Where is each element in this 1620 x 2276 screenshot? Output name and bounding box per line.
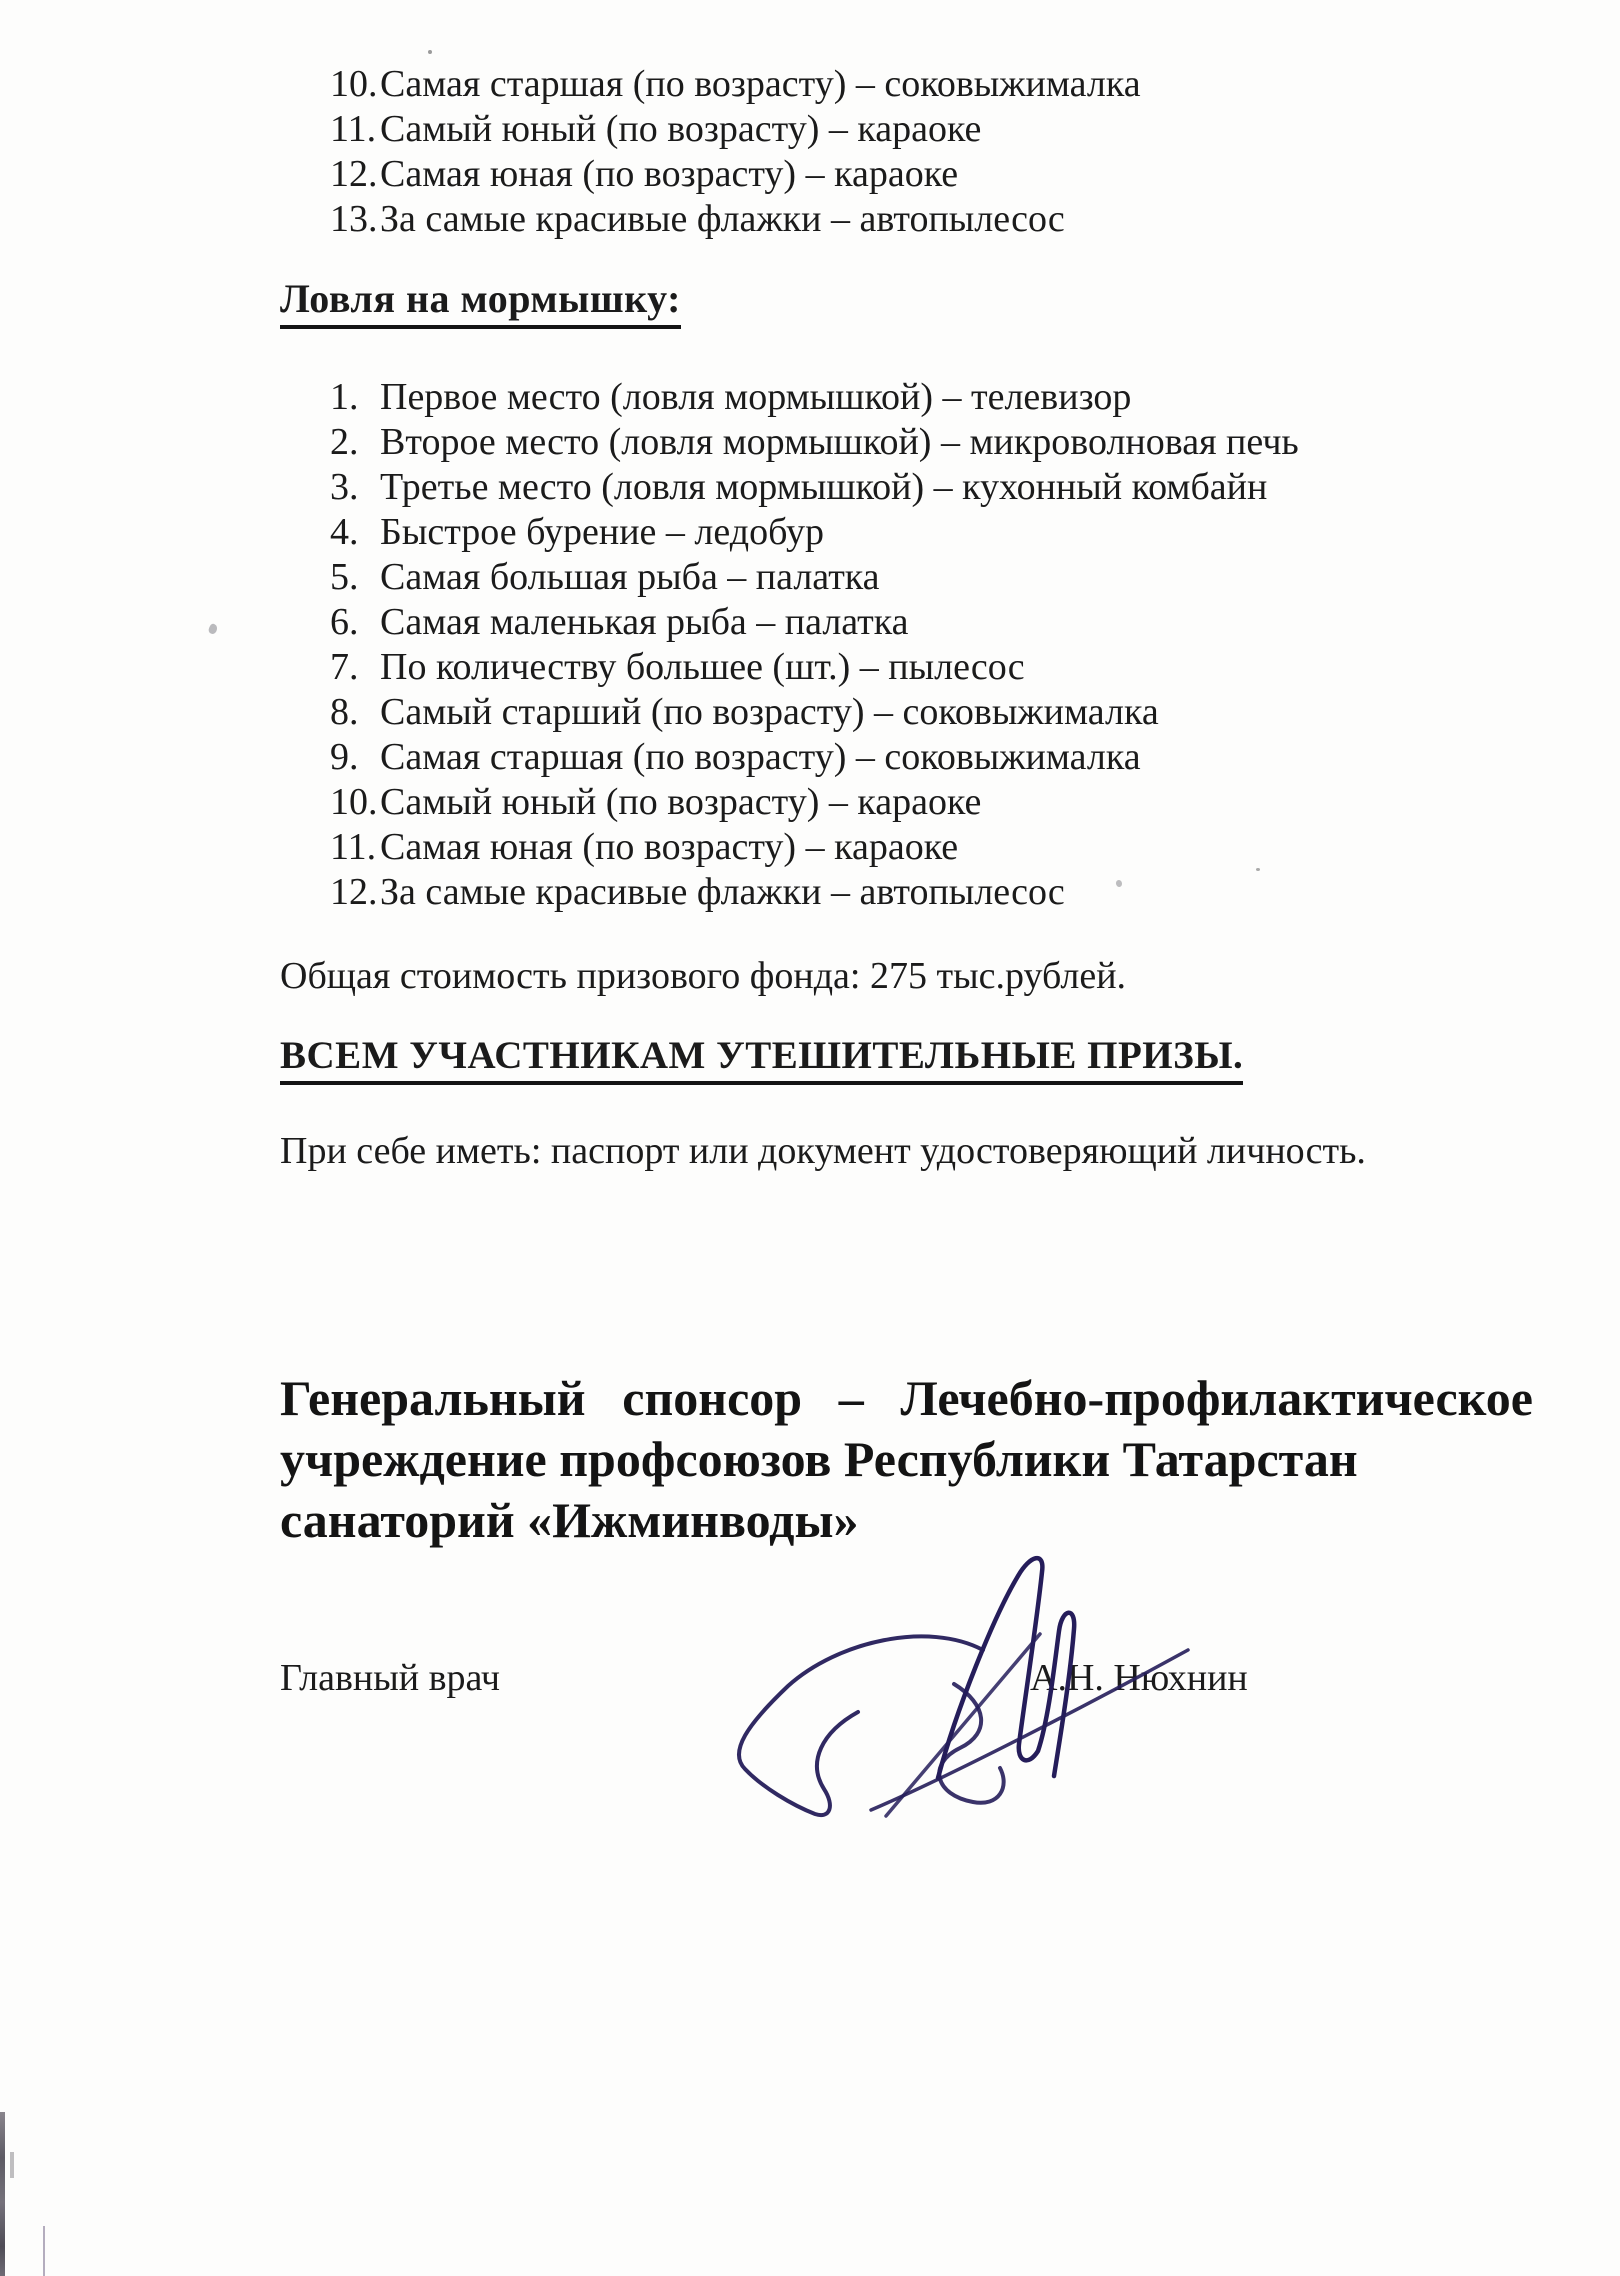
list-item-text: Самая старшая (по возрасту) – соковыжималка bbox=[380, 736, 1141, 778]
prize-list-continued bbox=[330, 62, 1141, 242]
scan-edge-streak bbox=[0, 2112, 5, 2276]
list-item-number: 5. bbox=[330, 556, 359, 598]
list-item-number: 6. bbox=[330, 601, 359, 643]
list-item-number: 1. bbox=[330, 376, 359, 418]
list-item bbox=[330, 510, 1299, 555]
scan-speck bbox=[428, 50, 432, 54]
list-item-text: По количеству большее (шт.) – пылесос bbox=[380, 646, 1025, 688]
list-item bbox=[330, 825, 1299, 870]
list-item-text: Третье место (ловля мормышкой) – кухонный комбайн bbox=[380, 466, 1268, 508]
list-item-text: Самая юная (по возрасту) – караоке bbox=[380, 153, 959, 195]
list-item bbox=[330, 555, 1299, 600]
list-item-number: 9. bbox=[330, 736, 359, 778]
list-item-number: 4. bbox=[330, 511, 359, 553]
sponsor-line-1: Генеральный спонсор – Лечебно-профилактическое bbox=[280, 1370, 1533, 1426]
list-item bbox=[330, 735, 1299, 780]
consolation-prizes-heading: ВСЕМ УЧАСТНИКАМ УТЕШИТЕЛЬНЫЕ ПРИЗЫ. bbox=[280, 1033, 1243, 1085]
list-item-number: 10. bbox=[330, 781, 378, 823]
list-item bbox=[330, 197, 1141, 242]
list-item-number: 3. bbox=[330, 466, 359, 508]
list-item bbox=[330, 780, 1299, 825]
list-item bbox=[330, 62, 1141, 107]
list-item-text: Самая маленькая рыба – палатка bbox=[380, 601, 909, 643]
list-item-number: 11. bbox=[330, 108, 377, 150]
list-item-text: За самые красивые флажки – автопылесос bbox=[380, 198, 1065, 240]
list-item-text: Самый юный (по возрасту) – караоке bbox=[380, 108, 982, 150]
list-item-text: Быстрое бурение – ледобур bbox=[380, 511, 824, 553]
consolation-heading-wrap bbox=[280, 1033, 1243, 1085]
list-item-number: 12. bbox=[330, 153, 378, 195]
list-item bbox=[330, 152, 1141, 197]
list-item-text: Самый юный (по возрасту) – караоке bbox=[380, 781, 982, 823]
list-item-number: 11. bbox=[330, 826, 377, 868]
list-item-number: 7. bbox=[330, 646, 359, 688]
list-item-text: За самые красивые флажки – автопылесос bbox=[380, 871, 1065, 913]
list-item-text: Самая старшая (по возрасту) – соковыжималка bbox=[380, 63, 1141, 105]
signoff-name: А.Н. Нюхнин bbox=[1030, 1657, 1248, 1699]
list-item-number: 12. bbox=[330, 871, 378, 913]
list-item bbox=[330, 870, 1299, 915]
list-item bbox=[330, 690, 1299, 735]
prize-list-mormyshka bbox=[330, 375, 1299, 915]
scan-speck bbox=[207, 623, 218, 635]
sponsor-block bbox=[280, 1368, 1533, 1551]
list-item bbox=[330, 465, 1299, 510]
list-item-number: 13. bbox=[330, 198, 378, 240]
signoff-role: Главный врач bbox=[280, 1657, 500, 1699]
signature-ink-icon bbox=[688, 1538, 1208, 1828]
list-item bbox=[330, 600, 1299, 645]
list-item-number: 8. bbox=[330, 691, 359, 733]
sponsor-line-2: учреждение профсоюзов Республики Татарстан bbox=[280, 1431, 1358, 1487]
total-prize-fund-line: Общая стоимость призового фонда: 275 тыс.рублей. bbox=[280, 955, 1127, 997]
list-item-text: Самая большая рыба – палатка bbox=[380, 556, 880, 598]
list-item bbox=[330, 107, 1141, 152]
list-item-number: 2. bbox=[330, 421, 359, 463]
list-item-text: Самый старший (по возрасту) – соковыжималка bbox=[380, 691, 1159, 733]
list-item bbox=[330, 375, 1299, 420]
scan-line-artifact bbox=[43, 2226, 45, 2276]
scan-speck bbox=[10, 2152, 14, 2178]
list-item bbox=[330, 645, 1299, 690]
sponsor-line-3: санаторий «Ижминводы» bbox=[280, 1492, 859, 1548]
list-item-text: Самая юная (по возрасту) – караоке bbox=[380, 826, 959, 868]
list-item bbox=[330, 420, 1299, 465]
bring-documents-line: При себе иметь: паспорт или документ удостоверяющий личность. bbox=[280, 1130, 1366, 1172]
section-heading-wrap bbox=[280, 275, 681, 329]
list-item-text: Первое место (ловля мормышкой) – телевизор bbox=[380, 376, 1132, 418]
list-item-number: 10. bbox=[330, 63, 378, 105]
list-item-text: Второе место (ловля мормышкой) – микроволновая печь bbox=[380, 421, 1299, 463]
section-heading-mormyshka: Ловля на мормышку: bbox=[280, 275, 681, 329]
